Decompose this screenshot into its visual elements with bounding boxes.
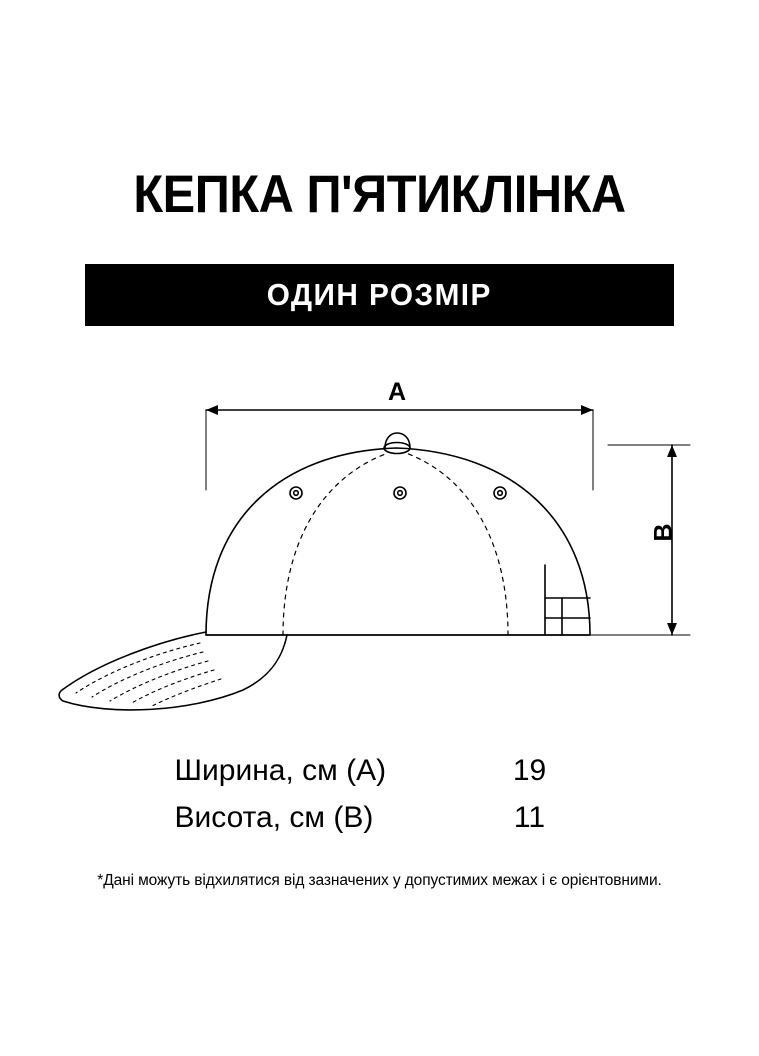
measurement-name: Висота, см (B): [174, 800, 374, 834]
cap-diagram: [0, 360, 759, 740]
page-title: КЕПКА П'ЯТИКЛІНКА: [133, 165, 626, 224]
measurement-value: 11: [513, 800, 546, 834]
size-subtitle-bar: [85, 264, 674, 326]
table-row: [0, 795, 759, 842]
measurement-name: Ширина, см (A): [174, 754, 387, 787]
cap-brim: [59, 632, 287, 710]
dimension-label-height: B: [649, 523, 678, 542]
size-subtitle-label: ОДИН РОЗМІР: [266, 277, 493, 312]
measurement-value: 19: [512, 754, 547, 787]
dimension-label-width: A: [388, 378, 407, 406]
footnote-text: *Дані можуть відхилятися від зазначених у допустимих межах і є орієнтовними.: [97, 872, 662, 889]
table-row: [0, 748, 759, 795]
measurements-table: [0, 748, 759, 841]
cap-eyelets: [290, 487, 506, 499]
cap-illustration-svg: [0, 360, 759, 740]
cap-closure-strap: [545, 565, 590, 635]
